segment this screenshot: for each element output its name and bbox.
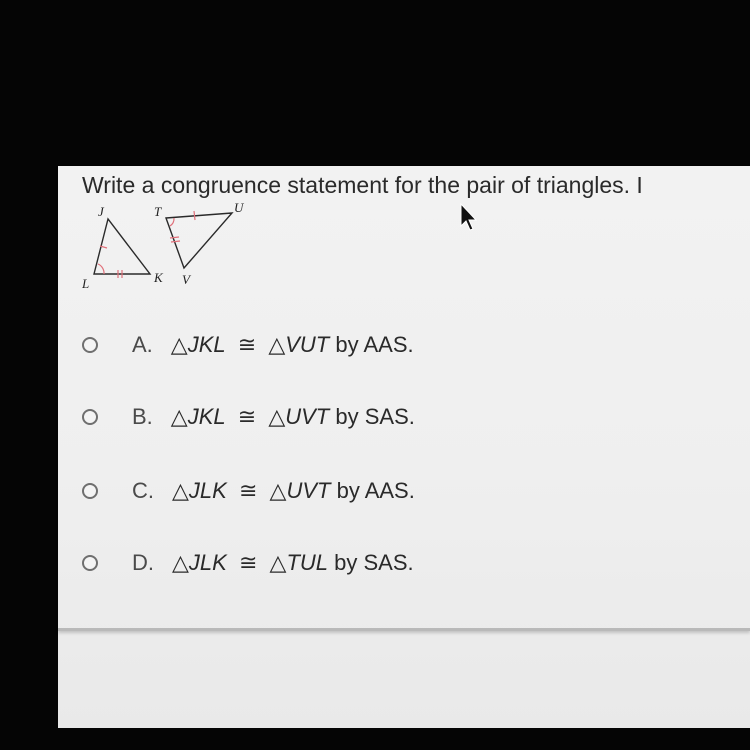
- option-d[interactable]: [82, 547, 414, 579]
- label-l: L: [82, 276, 90, 291]
- triangle-figure: [82, 202, 272, 298]
- option-b[interactable]: [82, 401, 415, 433]
- option-reason: by AAS.: [336, 478, 415, 503]
- label-u: U: [234, 202, 244, 215]
- question-text: Write a congruence statement for the pair of triangles. I: [82, 172, 643, 198]
- label-k: K: [154, 270, 163, 285]
- triangle-symbol: △: [170, 404, 188, 429]
- triangle-name: VUT: [285, 332, 330, 357]
- triangle-symbol: △: [172, 550, 189, 575]
- question-card: [58, 166, 750, 631]
- option-statement: [172, 478, 415, 504]
- mouse-cursor-icon: [458, 202, 480, 234]
- triangle-symbol: △: [170, 332, 188, 357]
- congruent-symbol: ≅: [237, 332, 257, 357]
- radio-button-icon[interactable]: [82, 409, 98, 425]
- congruence-marks: [98, 211, 195, 278]
- option-statement: [172, 550, 414, 576]
- triangle-symbol: △: [268, 404, 286, 429]
- radio-button-icon[interactable]: [82, 555, 98, 571]
- triangle-name: UVT: [286, 478, 331, 503]
- triangle-name: JKL: [187, 332, 226, 357]
- option-reason: by SAS.: [335, 404, 415, 429]
- radio-button-icon[interactable]: [82, 483, 98, 499]
- triangle-symbol: △: [269, 550, 287, 575]
- congruent-symbol: ≅: [238, 478, 258, 503]
- triangle-name: JKL: [187, 404, 226, 429]
- congruent-symbol: ≅: [237, 404, 257, 429]
- triangle-symbol: △: [269, 478, 287, 503]
- option-reason: by SAS.: [334, 550, 414, 575]
- option-c[interactable]: [82, 475, 415, 507]
- option-letter: C.: [132, 478, 154, 503]
- label-t: T: [154, 204, 162, 219]
- triangle-name: UVT: [285, 404, 330, 429]
- option-statement: [171, 332, 414, 358]
- triangle-name: TUL: [286, 550, 329, 575]
- label-v: V: [182, 272, 190, 287]
- question-panel: [58, 166, 750, 728]
- option-statement: [171, 404, 415, 430]
- option-letter: B.: [132, 404, 153, 429]
- triangle-symbol: △: [268, 332, 286, 357]
- congruent-symbol: ≅: [238, 550, 258, 575]
- triangle-name: JLK: [188, 550, 227, 575]
- option-a[interactable]: [82, 329, 414, 361]
- option-letter: D.: [132, 550, 154, 575]
- triangle-name: JLK: [188, 478, 227, 503]
- option-letter: A.: [132, 332, 153, 357]
- option-reason: by AAS.: [335, 332, 414, 357]
- label-j: J: [98, 204, 104, 219]
- triangle-tuv: [166, 213, 232, 268]
- radio-button-icon[interactable]: [82, 337, 98, 353]
- triangle-symbol: △: [172, 478, 189, 503]
